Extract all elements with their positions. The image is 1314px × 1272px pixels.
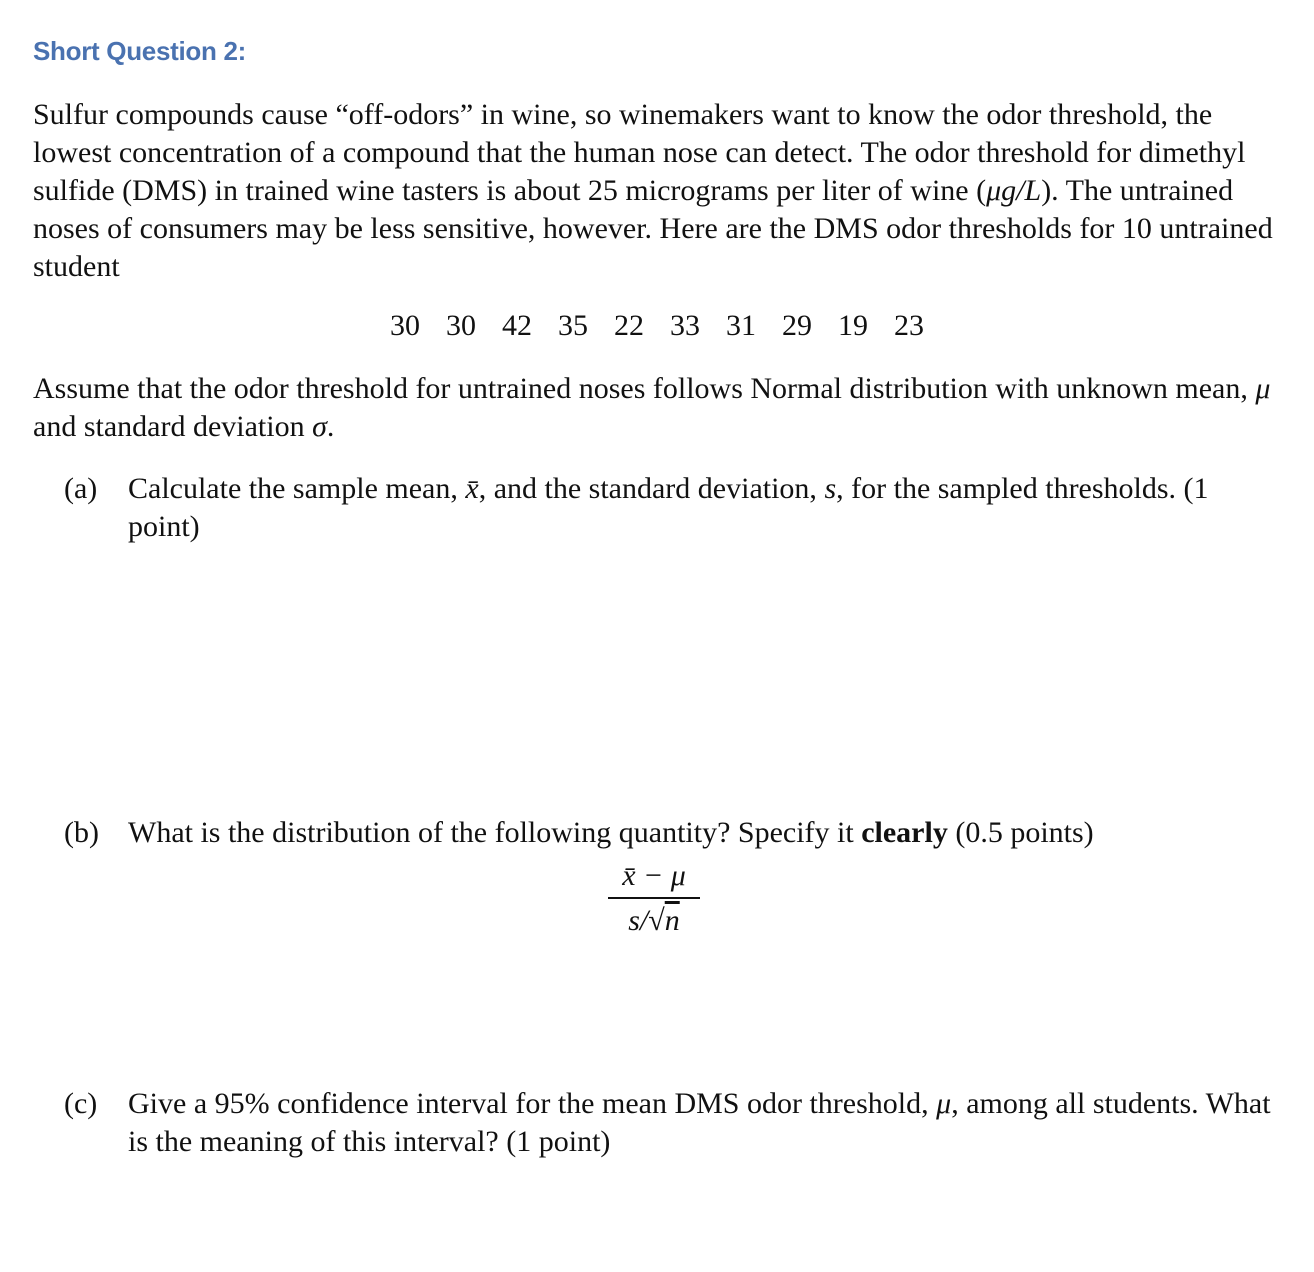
xbar-symbol: x̄ bbox=[465, 472, 479, 505]
emphasis-text: clearly bbox=[861, 816, 948, 849]
question-text-part: What is the distribution of the following quantity? Specify it bbox=[128, 816, 862, 849]
question-text-part: , for the sampled thresholds. (1 point) bbox=[128, 472, 1209, 543]
assumption-text: . bbox=[326, 410, 335, 443]
sigma-symbol: σ bbox=[312, 410, 327, 443]
formula-numerator: x̄ − μ bbox=[622, 859, 686, 892]
question-b bbox=[64, 814, 1284, 852]
question-text bbox=[128, 1085, 1284, 1161]
data-value: 22 bbox=[614, 309, 644, 342]
question-text-part: (0.5 points) bbox=[947, 816, 1094, 849]
data-value: 29 bbox=[782, 309, 812, 342]
question-label: (b) bbox=[64, 816, 99, 849]
assumption-paragraph bbox=[33, 370, 1293, 446]
intro-text: Sulfur compounds cause “off-odors” in wine, so winemakers want to know the odor threshold, the lowest concentration of a compound that the human nose can detect. The odor threshold for dimethyl sulfide (DMS) in trained wine tasters is about 25 micrograms per liter of wine ( bbox=[33, 98, 1246, 207]
t-statistic-formula bbox=[608, 858, 700, 939]
question-text-part: Calculate the sample mean, bbox=[128, 472, 466, 505]
data-value: 23 bbox=[894, 309, 924, 342]
denominator-s: s/√ bbox=[628, 904, 665, 937]
data-value: 35 bbox=[558, 309, 588, 342]
intro-text-after: ). The untrained noses of consumers may be less sensitive, however. Here are the DMS odor thresholds for 10 untrained student bbox=[33, 174, 1273, 283]
intro-paragraph bbox=[33, 96, 1293, 286]
question-text bbox=[128, 470, 1284, 546]
question-heading: Short Question 2: bbox=[33, 36, 247, 66]
formula-denominator bbox=[608, 903, 700, 939]
unit-symbol: μg/L bbox=[986, 174, 1042, 207]
denominator-n: n bbox=[664, 904, 680, 937]
data-value: 42 bbox=[502, 309, 532, 342]
question-text-part: confidence interval for the mean DMS odor threshold, bbox=[269, 1087, 937, 1120]
question-text-part: , and the standard deviation, bbox=[478, 472, 825, 505]
question-text-part: Give a bbox=[128, 1087, 215, 1120]
data-value: 33 bbox=[670, 309, 700, 342]
data-value: 31 bbox=[726, 309, 756, 342]
data-value: 30 bbox=[446, 309, 476, 342]
question-text-part: , among all students. What is the meaning of this interval? (1 point) bbox=[128, 1087, 1271, 1158]
data-value: 30 bbox=[390, 309, 420, 342]
question-text bbox=[128, 814, 1284, 852]
assumption-text: and standard deviation bbox=[33, 410, 313, 443]
mu-symbol: μ bbox=[936, 1087, 952, 1120]
question-label: (c) bbox=[64, 1087, 98, 1120]
question-label: (a) bbox=[64, 472, 98, 505]
fraction-bar bbox=[608, 897, 700, 899]
mu-symbol: μ bbox=[1255, 372, 1271, 405]
s-symbol: s bbox=[824, 472, 837, 505]
threshold-data-row bbox=[0, 309, 1314, 343]
question-a bbox=[64, 470, 1284, 546]
assumption-text: Assume that the odor threshold for untrained noses follows Normal distribution with unknown mean, bbox=[33, 372, 1256, 405]
data-value: 19 bbox=[838, 309, 868, 342]
percent-value: 95% bbox=[214, 1087, 270, 1120]
question-c bbox=[64, 1085, 1284, 1161]
